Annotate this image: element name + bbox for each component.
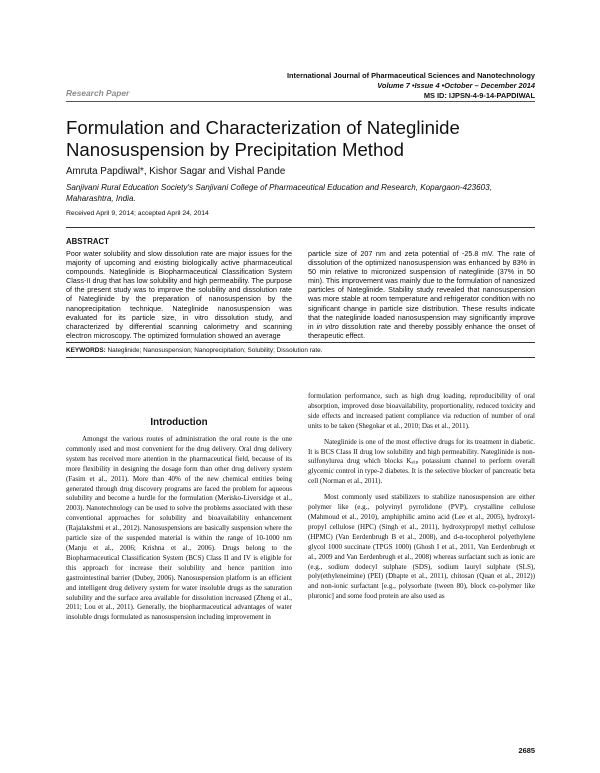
- abstract-top-rule: [66, 227, 535, 228]
- abstract-right-text: particle size of 207 nm and zeta potential of -25.8 mV. The rate of dissolution of the optimized nanosuspension was enhanced by 83% in 50 min relative to micronized suspension of nateglinide (37% in 50 min). This improvement was mainly due to the formulation of nanosized particles of Nateglinide. Stability study revealed that nanosuspension was more stable at room temperature and refrigerator condition with no significant change in particle size distribution. These results indicate that the nateglinide loaded nanosuspension may significantly improve in: [308, 249, 535, 331]
- header-rule: [66, 101, 535, 102]
- paragraph: Amongst the various routes of administration the oral route is the one commonly used and most convenient for the drug delivery. Oral drug delivery system has received more attention in the pharmaceutical field, because of its more flexibility in designing the dosage form than other drug delivery system (Fasim et al., 2011). More than 40% of the new chemical entities being generated through drug discovery programs are faced the problem for aqueous solubility and become a hurdle for the formulation (Merisko-Liversidge et al., 2003). Nanotechnology can be used to solve the problems associated with these conventional approaches for solubility and bioavailability enhancement (Rajalakshmi et al., 2012). Nanosuspensions are basically suspension where the particle size of the suspended material is within the range of 10-1000 nm (Manju et al., 2006; Krishna et al., 2006). Drugs belong to the Biopharmaceutical Classification System (BCS) Class II and IV is eligible for this approach for increase their solubility and hence partition into gastrointestinal barrier (Dubey, 2006). Nanosuspension platform is an efficient and intelligent drug delivery system for water insoluble drugs as the saturation solubility and the surface area available for dissolution increased (Zheng et al., 2011; Lou et al., 2011). Generally, the biopharmaceutical advantages of water insoluble drugs formulated as nanosuspension including improvement in: [66, 435, 292, 622]
- keywords-label: KEYWORDS:: [66, 347, 106, 354]
- keywords-text: Nateglinide; Nanosuspension; Nanoprecipitation; Solubility; Dissolution rate.: [105, 347, 323, 354]
- keywords-line: [66, 346, 536, 355]
- article-dates: Received April 9, 2014; accepted April 24, 2014: [66, 210, 209, 217]
- page-number: 2685: [518, 746, 535, 755]
- paper-type-label: Research Paper: [66, 88, 130, 98]
- article-authors: Amruta Papdiwal*, Kishor Sagar and Vishal Pande: [66, 166, 286, 177]
- article-title: Formulation and Characterization of Nateglinide Nanosuspension by Precipitation Method: [66, 117, 460, 160]
- section-heading-introduction: Introduction: [150, 417, 208, 428]
- abstract-heading: ABSTRACT: [66, 237, 109, 246]
- body-left-column: [66, 435, 292, 629]
- paragraph: Most commonly used stabilizers to stabilize nanosuspension are either polymer like (e.g., polyvinyl pyrrolidone (PVP), crystalline cellulose (Mahmoud et al., 2010), amphiphilic amino acid (Lee et al., 2005), hydroxyl-propyl cellulose (HPC) (Singh et al., 2011), hydroxypropyl methyl cellulose (HPMC) (Van Eerdenbrugh B et al., 2008), and d-α-tocopherol polyethylene glycol 1000 succinate (TPGS 1000) (Ghosh I et al., 2011, Van Eerdenbrugh et al., 2009 and Van Eerdenbrugh et al., 2008) whereas surfactant such as ionic are (e.g., sodium dodecyl sulphate (SDS), sodium lauryl sulphate (SLS), poly(ethyleneimine) (PEI) (Dhapte et al., 2011), chitosan (Quan et al., 2012)) and non-ionic surfactant [e.g., polysorbate (tween 80), block co-polymer like pluronic] and some food protein are also used as: [308, 493, 535, 601]
- paragraph: formulation performance, such as high drug loading, reproducibility of oral absorption, improved dose bioavailability, proportionality, reduced toxicity and side effects and increased patient compliance via reduction of number of oral units to be taken (Shegokar et al., 2010; Das et al., 2011).: [308, 392, 535, 430]
- abstract-right-column: [308, 249, 535, 340]
- abstract-right-text-end: dissolution rate and thereby possibly enhance the onset of therapeutic effect.: [308, 321, 535, 340]
- abstract-left-column: Poor water solubility and slow dissolution rate are major issues for the majority of upcoming and existing biologically active pharmaceutical compounds. Nateglinide is Biopharmaceutical Classification System Class-II drug that has low solubility and high permeability. The purpose of the present study was to improve the solubility and dissolution rate of Nateglinide by the preparation of nanosuspension by the nanoprecipitation technique. Nateglinide nanosuspension was evaluated for its particle size, in vitro dissolution study, and characterized by differential scanning calorimetry and scanning electron microscopy. The optimized formulation showed an average: [66, 249, 292, 340]
- abstract-right-italic: in vitro: [316, 321, 339, 331]
- keywords-top-rule: [66, 342, 535, 343]
- paragraph: Nateglinide is one of the most effective drugs for its treatment in diabetic. It is BCS Class II drug low solubility and high permeability. Nateglinide is non-sulfonylurea drug which blocks Kₐₜₚ potassium channel to perform overall glycemic control in type-2 diabetes. It is the selective blocker of pancreatic beta cell (Norman et al., 2011).: [308, 437, 535, 486]
- keywords-bottom-rule: [66, 357, 535, 358]
- manuscript-id: MS ID: IJPSN-4-9-14-PAPDIWAL: [423, 91, 535, 100]
- body-right-column: [308, 392, 535, 608]
- author-affiliation: Sanjivani Rural Education Society's Sanjivani College of Pharmaceutical Education and Research, Kopargaon-423603, Maharashtra, India.: [66, 183, 492, 203]
- journal-name: International Journal of Pharmaceutical Sciences and Nanotechnology: [286, 71, 535, 80]
- volume-issue: Volume 7 •Issue 4 •October – December 2014: [377, 81, 535, 90]
